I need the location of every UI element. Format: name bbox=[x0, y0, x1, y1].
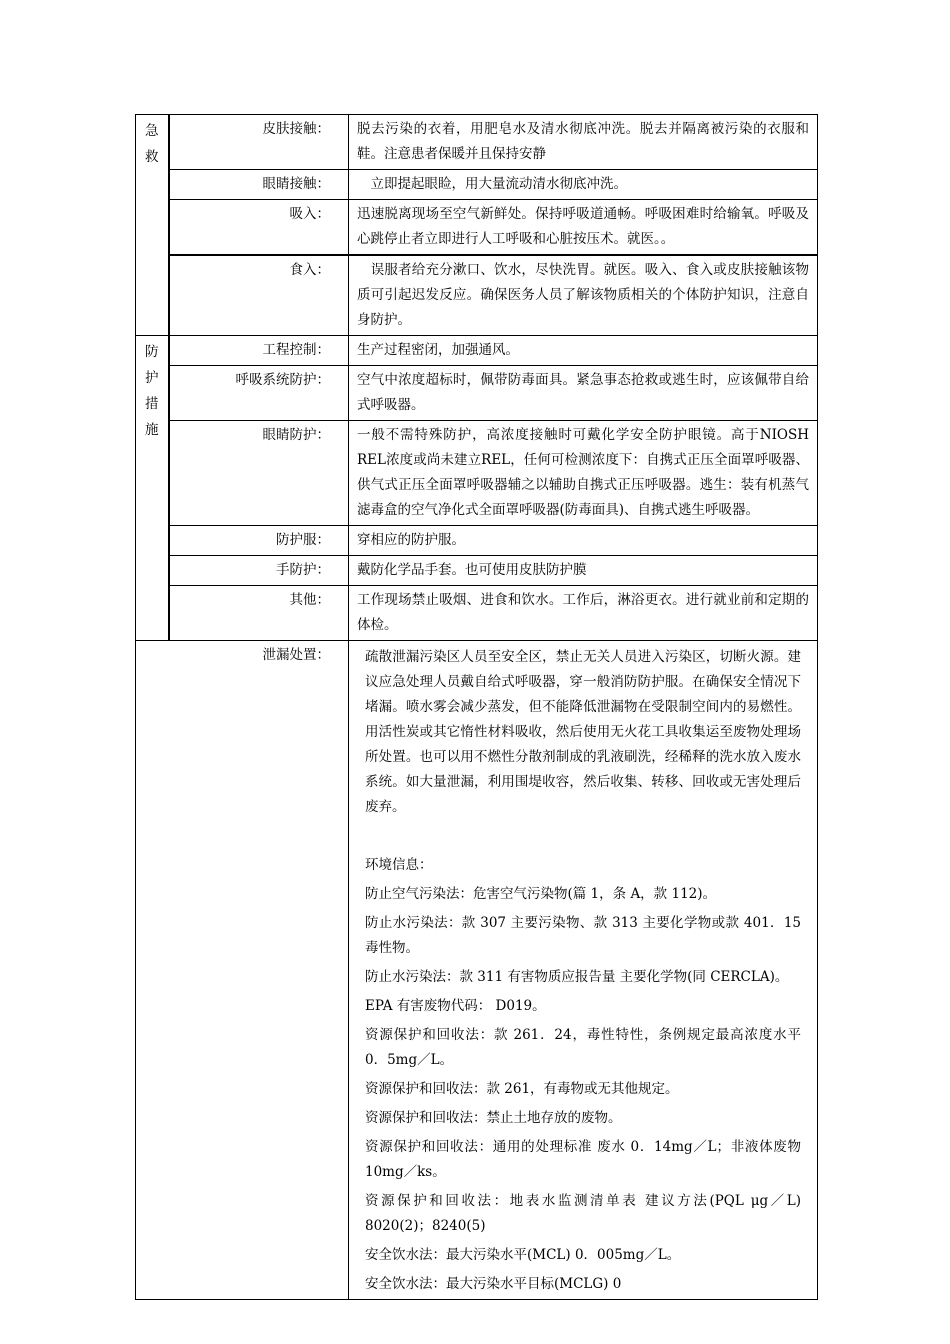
env-line: 安全饮水法：最大污染水平目标(MCLG) 0 bbox=[365, 1276, 622, 1292]
label: 防护服： bbox=[276, 532, 330, 548]
label-cell bbox=[169, 556, 349, 586]
label: 食入： bbox=[289, 262, 330, 278]
label-cell bbox=[169, 170, 349, 200]
content-text: 穿相应的防护服。 bbox=[357, 532, 465, 548]
content-cell bbox=[349, 421, 818, 526]
content-text: 工作现场禁止吸烟、进食和饮水。工作后，淋浴更衣。进行就业前和定期的体检。 bbox=[357, 592, 809, 633]
label-cell bbox=[169, 115, 349, 170]
content-cell bbox=[349, 641, 818, 1300]
content-text: 立即提起眼睑，用大量流动清水彻底冲洗。 bbox=[357, 176, 627, 192]
row-spill-handling bbox=[136, 641, 818, 1300]
label: 皮肤接触： bbox=[262, 121, 330, 137]
env-line: 防止水污染法：款 307 主要污染物、款 313 主要化学物或款 401．15 毒性物。 bbox=[365, 915, 801, 956]
content-text: 一般不需特殊防护，高浓度接触时可戴化学安全防护眼镜。高于NIOSH REL浓度或尚未建立REL，任何可检测浓度下：自携式正压全面罩呼吸器、供气式正压全面罩呼吸器辅之以辅助自携式正压呼吸器。逃生：装有机蒸气滤毒盒的空气净化式全面罩呼吸器(防毒面具)、自携式逃生呼吸器。 bbox=[357, 427, 809, 518]
section-char: 护 bbox=[145, 370, 159, 386]
label: 手防护： bbox=[276, 562, 330, 578]
env-line: 安全饮水法：最大污染水平(MCL) 0．005mg／L。 bbox=[365, 1247, 681, 1263]
label-cell bbox=[169, 586, 349, 641]
content-text: 空气中浓度超标时，佩带防毒面具。紧急事态抢救或逃生时，应该佩带自给式呼吸器。 bbox=[357, 372, 809, 413]
row-eye-protection bbox=[136, 421, 818, 526]
section-char: 急 bbox=[145, 123, 159, 139]
env-line: 资源保护和回收法：地表水监测清单表 建议方法(PQL μg／L) 8020(2)；8240(5) bbox=[365, 1193, 801, 1234]
label: 呼吸系统防护： bbox=[235, 372, 330, 388]
section-first-aid bbox=[136, 115, 169, 336]
section-char: 防 bbox=[145, 344, 159, 360]
content-cell bbox=[349, 556, 818, 586]
msds-page bbox=[135, 114, 817, 1300]
label-cell bbox=[169, 255, 349, 336]
row-eye-contact bbox=[136, 170, 818, 200]
content-text: 脱去污染的衣着，用肥皂水及清水彻底冲洗。脱去并隔离被污染的衣服和鞋。注意患者保暖并且保持安静 bbox=[357, 121, 809, 162]
env-title: 环境信息： bbox=[365, 857, 433, 873]
row-respiratory-protection bbox=[136, 366, 818, 421]
env-line: 资源保护和回收法：款 261，有毒物或无其他规定。 bbox=[365, 1081, 679, 1097]
row-other bbox=[136, 586, 818, 641]
section-protection bbox=[136, 336, 169, 641]
label-cell bbox=[169, 366, 349, 421]
label: 眼睛防护： bbox=[262, 427, 330, 443]
content-cell bbox=[349, 200, 818, 256]
content-cell bbox=[349, 115, 818, 170]
section-char: 救 bbox=[145, 149, 159, 165]
label: 眼睛接触： bbox=[262, 176, 330, 192]
content-cell bbox=[349, 366, 818, 421]
section-char: 施 bbox=[145, 422, 159, 438]
env-line: 资源保护和回收法：禁止土地存放的废物。 bbox=[365, 1110, 622, 1126]
row-skin-contact bbox=[136, 115, 818, 170]
content-text: 戴防化学品手套。也可使用皮肤防护膜 bbox=[357, 562, 587, 578]
label-cell bbox=[136, 641, 349, 1300]
spill-text: 疏散泄漏污染区人员至安全区，禁止无关人员进入污染区，切断火源。建议应急处理人员戴自给式呼吸器，穿一般消防防护服。在确保安全情况下堵漏。喷水雾会减少蒸发，但不能降低泄漏物在受限制空间内的易燃性。用活性炭或其它惰性材料吸收，然后使用无火花工具收集运至废物处理场所处置。也可以用不燃性分散剂制成的乳液刷洗，经稀释的洗水放入废水系统。如大量泄漏，利用围堤收容，然后收集、转移、回收或无害处理后废弃。 bbox=[365, 649, 801, 815]
row-inhalation bbox=[136, 200, 818, 256]
row-ingestion bbox=[136, 255, 818, 336]
label-cell bbox=[169, 200, 349, 256]
content-cell bbox=[349, 255, 818, 336]
label: 泄漏处置： bbox=[262, 647, 330, 663]
env-line: EPA 有害废物代码： D019。 bbox=[365, 998, 546, 1014]
content-cell bbox=[349, 526, 818, 556]
env-line: 防止水污染法：款 311 有害物质应报告量 主要化学物(同 CERCLA)。 bbox=[365, 969, 789, 985]
content-text: 生产过程密闭，加强通风。 bbox=[357, 342, 519, 358]
env-line: 防止空气污染法：危害空气污染物(篇 1，条 A，款 112)。 bbox=[365, 886, 717, 902]
label: 吸入： bbox=[289, 206, 330, 222]
label-cell bbox=[169, 526, 349, 556]
row-protective-clothing bbox=[136, 526, 818, 556]
content-text: 误服者给充分漱口、饮水，尽快洗胃。就医。吸入、食入或皮肤接触该物质可引起迟发反应。确保医务人员了解该物质相关的个体防护知识，注意自身防护。 bbox=[357, 262, 809, 328]
section-char: 措 bbox=[145, 396, 159, 412]
row-hand-protection bbox=[136, 556, 818, 586]
content-cell bbox=[349, 586, 818, 641]
msds-table bbox=[135, 114, 818, 1300]
label-cell bbox=[169, 336, 349, 366]
env-line: 资源保护和回收法：通用的处理标准 废水 0．14mg／L；非液体废物 10mg／ks。 bbox=[365, 1139, 801, 1180]
row-engineering-control bbox=[136, 336, 818, 366]
label: 其他： bbox=[289, 592, 330, 608]
label-cell bbox=[169, 421, 349, 526]
content-cell bbox=[349, 336, 818, 366]
content-cell bbox=[349, 170, 818, 200]
label: 工程控制： bbox=[262, 342, 330, 358]
content-text: 迅速脱离现场至空气新鲜处。保持呼吸道通畅。呼吸困难时给输氧。呼吸及心跳停止者立即进行人工呼吸和心脏按压术。就医。。 bbox=[357, 206, 809, 247]
env-line: 资源保护和回收法：款 261．24，毒性特性，条例规定最高浓度水平 0．5mg／L。 bbox=[365, 1027, 801, 1068]
